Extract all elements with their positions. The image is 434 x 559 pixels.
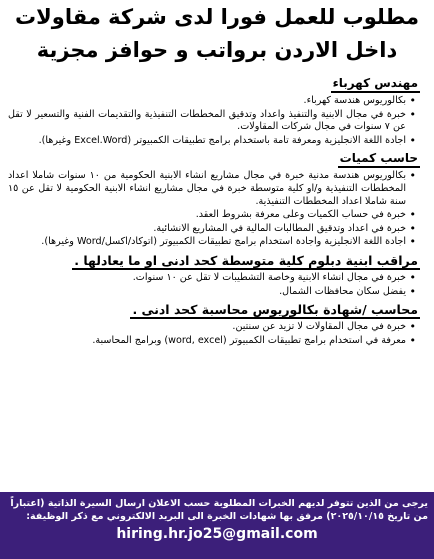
requirement-item: • خبرة في اعداد وتدقيق المطالبات المالية في المشاريع الانشائية. [8,223,416,236]
section-quantity-surveyor [8,149,426,249]
requirement-item: • خبرة في مجال انشاء الابنية وخاصة التشطيبات لا تقل عن ١٠ سنوات. [8,272,416,285]
requirement-item: • خبرة في حساب الكميات وعلى معرفة بشروط العقد. [8,209,416,222]
requirement-item: • بكالوريوس هندسة كهرباء. [8,95,416,108]
section-title: مهندس كهرباء [331,76,420,93]
requirement-item: • خبرة في مجال الابنية والتنفيذ واعداد وتدقيق المخططات التنفيذية والتقديمات الفنية والتسعير لا تقل عن ٧ سنوات في مجال شركات المقاولات. [8,109,416,134]
job-listings [8,74,426,492]
section-title: حاسب كميات [338,151,420,168]
header-line-1: مطلوب للعمل فورا لدى شركة مقاولات [15,5,419,29]
section-accountant [8,300,426,347]
contact-email[interactable]: hiring.hr.jo25@gmail.com [116,526,318,542]
requirement-item: • اجادة اللغة الانجليزية ومعرفة تامة باستخدام برامج تطبيقات الكمبيوتر (Excel.Word وغيرها). [8,135,416,148]
header-line-2: داخل الاردن برواتب و حوافز مجزية [36,38,398,62]
section-electrical-engineer [8,74,426,147]
requirement-item: • اجادة اللغة الانجليزية واجادة استخدام برامج تطبيقات الكمبيوتر (اتوكاد/اكسل/Word وغيرها). [8,236,416,249]
application-instructions: يرجى من الذين تتوفر لديهم الخبرات المطلوبة حسب الاعلان ارسال السيرة الذاتية (اعتباراً من تاريخ ٢٠٢٥/١٠/١٥) مرفق بها شهادات الخبرة الى البريد الالكتروني مع ذكر الوظيفة: [10,498,428,522]
section-title: مراقب ابنية دبلوم كلية متوسطة كحد ادنى او ما يعادلها . [74,252,418,268]
application-footer [0,492,434,559]
advert-header [0,0,434,72]
requirement-item: • بكالوريوس هندسة مدنية خبرة في مجال مشاريع انشاء الابنية الحكومية من ١٠ سنوات شاملا اعداد المخططات التنفيذية و/او كلية متوسطة خبرة في مجال مشاريع انشاء الابنية الحكومية لا تقل عن ١٥ سنة شاملا اعداد المخططات التنفيذية. [8,170,416,208]
section-building-supervisor [8,251,426,298]
requirement-item: • معرفة في استخدام برامج تطبيقات الكمبيوتر (word, excel) وبرامج المحاسبة. [8,335,416,348]
requirement-item: • خبرة في مجال المقاولات لا تزيد عن سنتين. [8,321,416,334]
section-title: محاسب /شهادة بكالوريوس محاسبة كحد ادنى . [132,302,418,318]
requirement-item: • يفضل سكان محافظات الشمال. [8,286,416,299]
